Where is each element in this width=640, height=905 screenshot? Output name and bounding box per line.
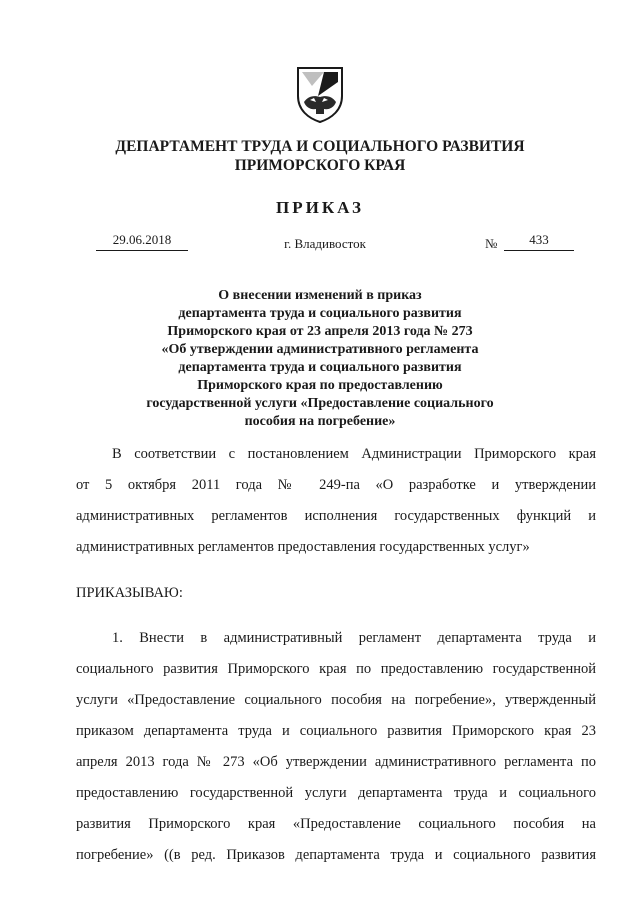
subject-line: департамента труда и социального развития (178, 360, 462, 375)
preamble-line: В соответствии с постановлением Администрации Приморского края (112, 446, 596, 462)
item-line: предоставлению государственной услуги департамента труда и социального (76, 785, 596, 801)
preamble-line: от 5 октября 2011 года № 249-па «О разработке и утверждении (76, 477, 596, 493)
order-date: 29.06.2018 (96, 232, 188, 251)
item-line: услуги «Предоставление социального пособия на погребение», утвержденный (76, 692, 596, 708)
subject-line: пособия на погребение» (244, 414, 396, 429)
item-line: развития Приморского края «Предоставление социального пособия на (76, 816, 596, 832)
primorsky-coat-of-arms-icon (294, 62, 346, 124)
item-line: приказом департамента труда и социального развития Приморского края 23 (76, 723, 596, 739)
item-line: апреля 2013 года № 273 «Об утверждении административного регламента по (76, 754, 596, 770)
item-line: погребение» ((в ред. Приказов департамента труда и социального развития (76, 847, 596, 863)
item-line: 1. Внести в административный регламент департамента труда и (112, 630, 596, 646)
preamble-line: административных регламентов предоставления государственных услуг» (76, 539, 530, 555)
order-subject (60, 287, 580, 431)
preamble-paragraph (76, 439, 596, 563)
item-1-paragraph (76, 623, 596, 871)
department-line-2: ПРИМОРСКОГО КРАЯ (234, 157, 406, 174)
subject-line: государственной услуги «Предоставление социального (146, 396, 494, 411)
subject-line: «Об утверждении административного регламента (161, 342, 479, 357)
orders-word: ПРИКАЗЫВАЮ: (76, 585, 183, 601)
subject-line: О внесении изменений в приказ (218, 288, 422, 303)
department-name (0, 137, 640, 175)
subject-line: Приморского края по предоставлению (197, 378, 443, 393)
subject-line: Приморского края от 23 апреля 2013 года № 273 (167, 324, 473, 339)
document-type-heading: ПРИКАЗ (276, 198, 364, 217)
department-line-1: ДЕПАРТАМЕНТ ТРУДА И СОЦИАЛЬНОГО РАЗВИТИЯ (115, 138, 525, 155)
subject-line: департамента труда и социального развития (178, 306, 462, 321)
order-number: 433 (504, 232, 574, 251)
city: г. Владивосток (284, 236, 366, 251)
item-line: социального развития Приморского края по предоставлению государственной (76, 661, 596, 677)
preamble-line: административных регламентов исполнения государственных функций и (76, 508, 596, 524)
number-sign: № (485, 236, 498, 251)
